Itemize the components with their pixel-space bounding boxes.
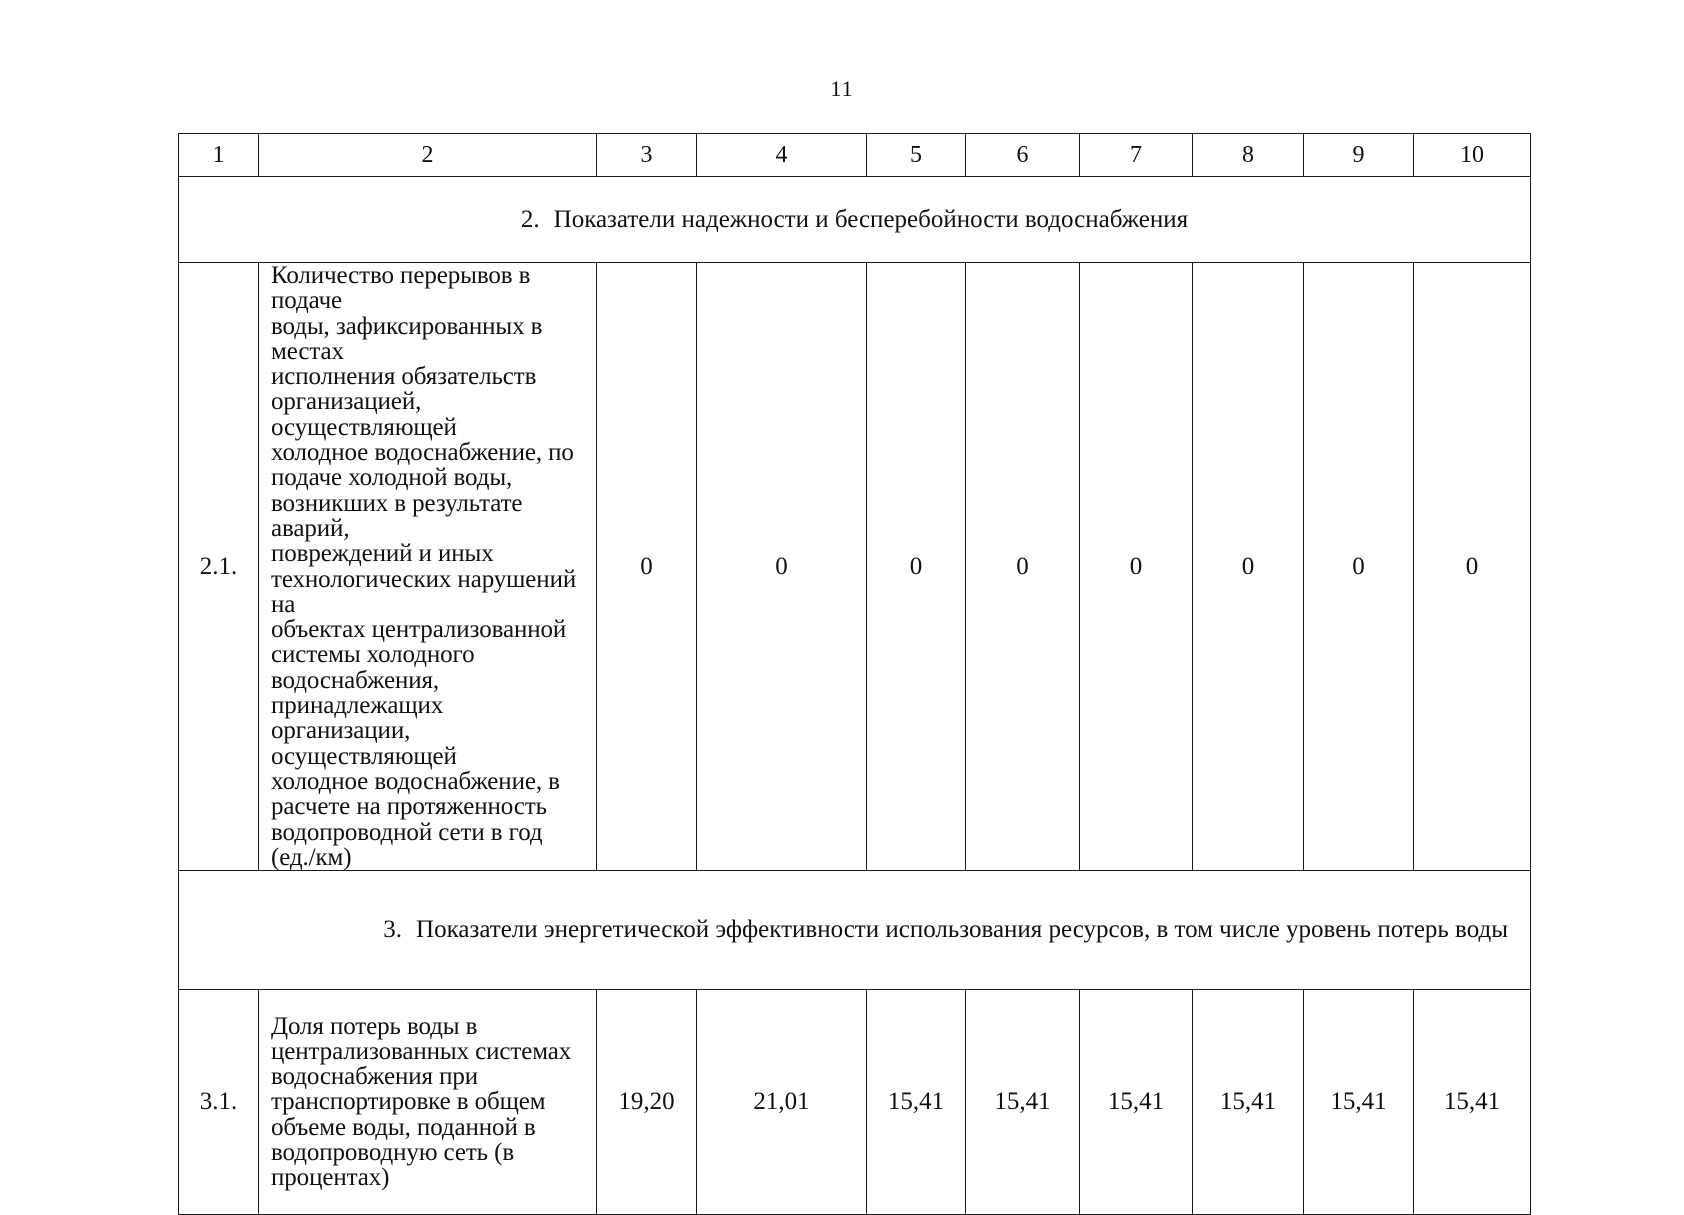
- value-cell: 0: [597, 263, 697, 871]
- page-number: 11: [830, 76, 854, 101]
- indicators-table: [178, 133, 1531, 1215]
- section-2-row: [179, 177, 1531, 263]
- section-2-title: Показатели надежности и бесперебойности водоснабжения: [553, 205, 1189, 233]
- section-3-row: [179, 871, 1531, 990]
- section-2-number: 2.: [520, 205, 540, 233]
- row-description: Количество перерывов в подаче воды, зафиксированных в местах исполнения обязательств организацией, осуществляющей холодное водоснабжение, по подаче холодной воды, возникших в результате аварий, повреждений и иных технологических нарушений на объектах централизованной системы холодного водоснабжения, принадлежащих организации, осуществляющей холодное водоснабжение, в расчете на протяженность водопроводной сети в год (ед./км): [271, 262, 577, 871]
- column-header: 8: [1193, 134, 1304, 177]
- column-number-row: [179, 134, 1531, 177]
- column-header: 3: [597, 134, 697, 177]
- value-cell: 0: [1193, 263, 1304, 871]
- column-header: 10: [1414, 134, 1531, 177]
- value-cell: 21,01: [697, 990, 867, 1215]
- value-cell: 15,41: [1193, 990, 1304, 1215]
- section-3-title: Показатели энергетической эффективности использования ресурсов, в том числе уровень потерь воды: [416, 916, 1508, 944]
- value-cell: 0: [867, 263, 966, 871]
- value-cell: 0: [966, 263, 1080, 871]
- column-header: 6: [966, 134, 1080, 177]
- column-header: 1: [179, 134, 259, 177]
- section-3-title-cell: [179, 871, 1531, 990]
- section-3-number: 3.: [383, 916, 403, 944]
- row-description-cell: [259, 263, 597, 871]
- value-cell: 15,41: [1414, 990, 1531, 1215]
- value-cell: 0: [1080, 263, 1193, 871]
- value-cell: 15,41: [867, 990, 966, 1215]
- value-cell: 15,41: [1304, 990, 1414, 1215]
- row-number: 2.1.: [179, 263, 259, 871]
- column-header: 4: [697, 134, 867, 177]
- value-cell: 15,41: [966, 990, 1080, 1215]
- value-cell: 19,20: [597, 990, 697, 1215]
- value-cell: 0: [697, 263, 867, 871]
- row-description: Доля потерь воды в централизованных системах водоснабжения при транспортировке в общем объеме воды, поданной в водопроводную сеть (в процентах): [271, 1012, 572, 1192]
- column-header: 7: [1080, 134, 1193, 177]
- table-row: [179, 263, 1531, 871]
- column-header: 2: [259, 134, 597, 177]
- row-number: 3.1.: [179, 990, 259, 1215]
- column-header: 5: [867, 134, 966, 177]
- value-cell: 0: [1304, 263, 1414, 871]
- value-cell: 0: [1414, 263, 1531, 871]
- table-row: [179, 990, 1531, 1215]
- column-header: 9: [1304, 134, 1414, 177]
- row-description-cell: [259, 990, 597, 1215]
- value-cell: 15,41: [1080, 990, 1193, 1215]
- section-2-title-cell: [179, 177, 1531, 263]
